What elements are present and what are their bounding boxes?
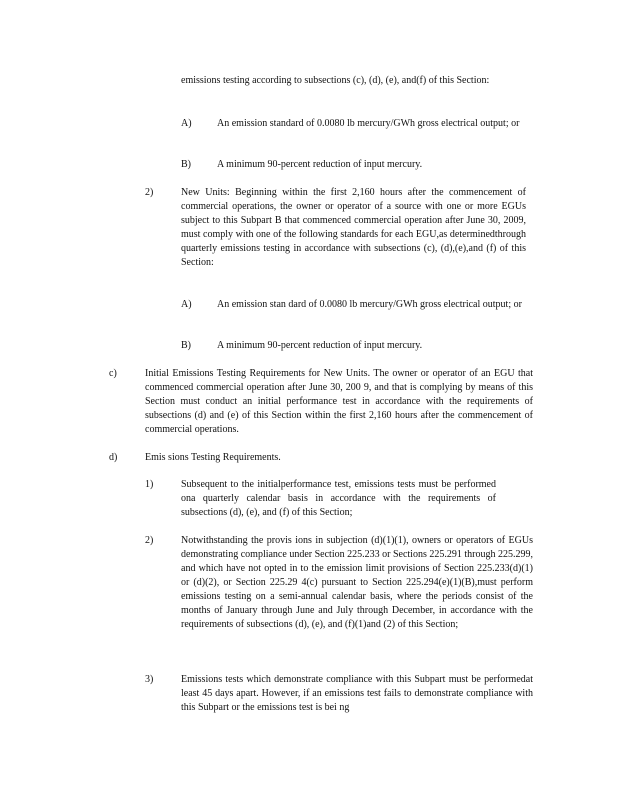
item-label: 3) [145,674,154,685]
item-label: 1) [145,479,154,490]
sub-item-label: B) [181,159,191,170]
item-text: Subsequent to the initialperformance test, emissions tests must be performed ona quarterly calendar basis in accordance with the requirements of subsections (d), (e), and (f) of this Section; [181,479,496,518]
sub-item-label: A) [181,299,192,310]
section-text: Initial Emissions Testing Requirements for New Units. The owner or operator of an EGU that commenced commercial operation after June 30, 200 9, and that is complying by means of this Section must conduct an initial performance test in accordance with the requirements of subsections (d) and (e) of this Section within the first 2,160 hours after the commencement of commercial operations. [145,368,533,435]
section-label: d) [109,452,118,463]
sub-item-text: An emission stan dard of 0.0080 lb mercury/GWh gross electrical output; or [217,299,522,310]
item-text: Notwithstanding the provis ions in subjection (d)(1)(1), owners or operators of EGUs demonstrating compliance under Section 225.233 or Sections 225.291 through 225.299, and which have not opted in to the emission limit provisions of Section 225.233(d)(1) or (d)(2), or Section 225.29 4(c) pursuant to Section 225.294(e)(1)(B),must perform emissions testing on a semi-annual calendar basis, where the periods consist of the months of January through June and July through December, in accordance with the requirements of subsections (d), (e), and (f)(1)and (2) of this Section; [181,535,533,630]
sub-item-label: B) [181,340,191,351]
section-label: c) [109,368,117,379]
sub-item-label: A) [181,118,192,129]
item-label: 2) [145,187,154,198]
sub-item-text: An emission standard of 0.0080 lb mercury/GWh gross electrical output; or [217,118,520,129]
item-text: Emissions tests which demonstrate compliance with this Subpart must be performedat least 45 days apart. However, if an emissions test fails to demonstrate compliance with this Subpart or the emissions test is bei ng [181,674,533,713]
continuation-text: emissions testing according to subsections (c), (d), (e), and(f) of this Section: [181,75,490,86]
item-text: New Units: Beginning within the first 2,160 hours after the commencement of commercial operations, the owner or operator of a source with one or more EGUs subject to this Subpart B that commenced commercial operation after June 30, 2009, must comply with one of the following standards for each EGU,as determinedthrough quarterly emissions testing in accordance with subsections (c), (d),(e),and (f) of this Section: [181,187,526,268]
section-heading: Emis sions Testing Requirements. [145,452,281,463]
sub-item-text: A minimum 90-percent reduction of input mercury. [217,159,423,170]
item-label: 2) [145,535,154,546]
sub-item-text: A minimum 90-percent reduction of input mercury. [217,340,423,351]
